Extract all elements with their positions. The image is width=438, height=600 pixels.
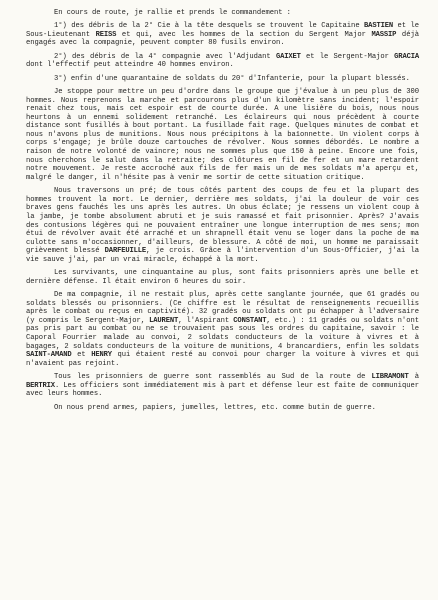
paragraph-survivants: Les survivants, une cinquantaine au plus, sont faits prisonniers après une belle et dernière défense. Il était environ 6 heures du soir. <box>26 269 419 286</box>
paragraph-20e-infanterie: 3°) enfin d'une quarantaine de soldats du 20° d'Infanterie, pour la plupart blessés. <box>54 74 410 83</box>
paragraph-prisonniers: Tous les prisonniers de guerre sont rassemblés au Sud de la route de LIBRAMONT à BERTRIX. Les officiers sont immédiatement mis à part et défense leur est faite de communiquer avec leurs hommes. <box>26 373 419 399</box>
paragraph-butin: On nous prend armes, papiers, jumelles, lettres, etc. comme butin de guerre. <box>54 403 376 412</box>
paragraph-2e-compagnie: 1°) des débris de la 2° Cie à la tête desquels se trouvent le Capitaine BASTIEN et le Sous-Lieutenant REISS et qui, avec les hommes de la section du Sergent Major MASSIP déjà engagés avec la compagnie, peuvent compter 80 fusils environ. <box>26 22 419 48</box>
paragraph-bilan-compagnie: De ma compagnie, il ne restait plus, après cette sanglante journée, que 61 gradés ou soldats blessés ou prisonniers. (Ce chiffre est le résultat de renseignements recueillis après le combat ou reçus en captivité). 32 gradés ou soldats ont pu échapper à l'adversaire (y compris le Sergent-Major, LAURENT, l'Aspirant CONSTANT, etc.) : 11 gradés ou soldats n'ont pas pris part au combat ou ne se trouvaient pas sous les ordres du capitaine, savoir : le Caporal Fourrier malade au convoi, 2 soldats conducteurs de la voiture à vivres et à bagages, 2 soldats conducteurs de la voiture de munitions, 4 brancardiers, enfin les soldats SAINT-AMAND et HENRY qui étaient resté au convoi pour charger la voiture à vivres et qui n'avaient pas rejoint. <box>26 291 419 368</box>
paragraph-combat-bois: Je stoppe pour mettre un peu d'ordre dans le groupe que j'évalue à un peu plus de 300 hommes. Nous reprenons la marche et parcourons plus d'un kilomètre sans incident; l'espoir renait chez tous, mais cet espoir est de courte durée. A une lisière du bois, nous nous heurtons à un ennemi solidement retranché. Les éclaireurs qui nous précèdent à courte distance sont fusillés à bout portant. La fusillade fait rage. Quelques minutes de combat et nous n'avons plus de munitions. Nous nous précipitons à la baïonnette. Un violent corps à corps s'engage; je brûle douze cartouches de révolver. Nous sommes débordés. Le nombre a raison de notre volonté de vaincre; nous ne sommes plus que 150 à peine. Encore une fois, nous cherchons le salut dans la retraite; des clôtures en fil de fer et un mare retardent notre mouvement. Je reste accroché aux fils de fer mais un de mes soldats m'a aperçu et, malgré le danger, il n'hésite pas à venir me sortir de cette situation critique. <box>26 87 419 182</box>
paragraph-traversee-pre: Nous traversons un pré; de tous côtés partent des coups de feu et la plupart des hommes trouvent la mort. Le dernier, derrière mes soldats, j'ai la douleur de voir ces braves gens fauchés les uns après les autres. Un obus éclate; je ressens un violent coup à la jambe, je tombe absolument abruti et je suis ramassé et fait prisonnier. Après? J'avais des contusions légères qui ne pouvaient entraîner une longue interruption de mes sens; mon étui de révolver avait été arraché et un shrapnell était venu se loger dans la poche de ma culotte sans m'occasionner, d'ailleurs, de blessure. A côté de moi, un homme me paraissait grièvement blessé DARFEUILLE, je crois. Grâce à l'intervention d'un Sous-Officier, j'ai la vie sauve j'ai, par un vrai miracle, échappé à la mort. <box>26 187 419 264</box>
paragraph-4e-compagnie: 2°) des débris de la 4° compagnie avec l'Adjudant GAIXET et le Sergent-Major GRACIA dont l'effectif peut atteindre 40 hommes environ. <box>26 52 419 70</box>
paragraph-intro: En cours de route, je rallie et prends le commandement : <box>54 9 291 17</box>
